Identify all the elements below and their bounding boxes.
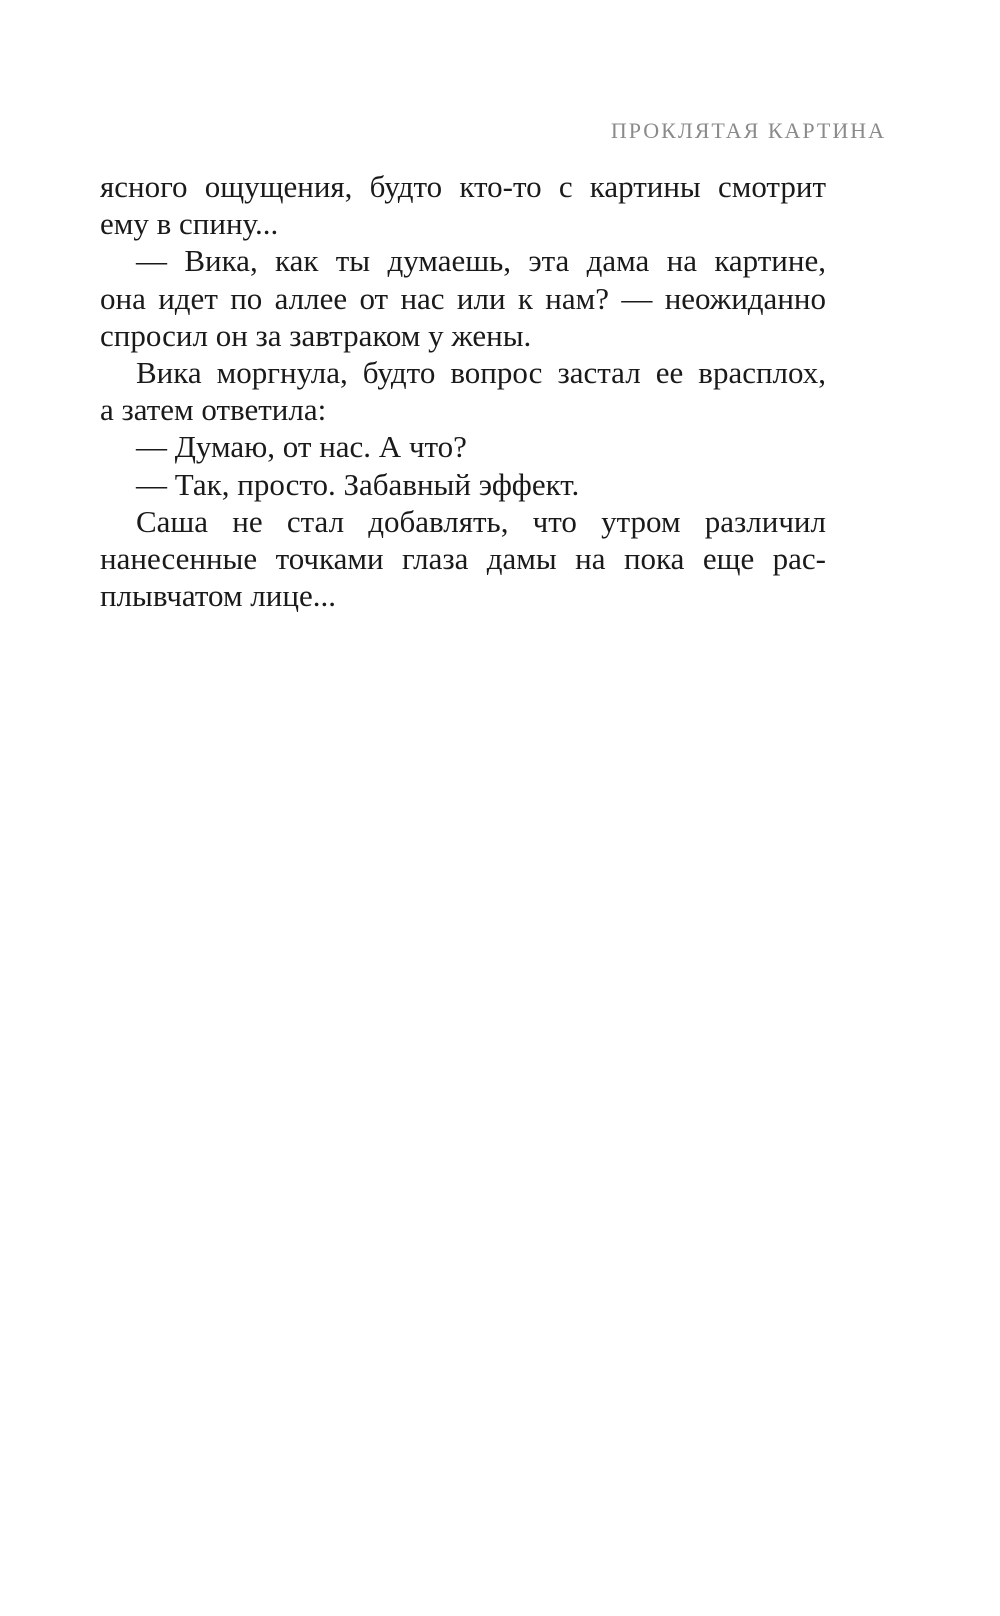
text-line: Саша не стал добавлять, что утром различил bbox=[136, 503, 826, 539]
text-line: а затем ответила: bbox=[100, 392, 327, 428]
text-line: ясного ощущения, будто кто-то с картины смотрит bbox=[100, 169, 826, 204]
text-line: плывчатом лице... bbox=[100, 578, 336, 614]
text-line: — Вика, как ты думаешь, эта дама на картине, bbox=[136, 243, 826, 279]
text-line: нанесенные точками глаза дамы на пока еще рас- bbox=[100, 540, 826, 576]
text-line: ему в спину... bbox=[100, 206, 279, 242]
body-text bbox=[100, 168, 826, 614]
text-line: она идет по аллее от нас или к нам? — неожиданно bbox=[100, 280, 826, 316]
text-line: — Так, просто. Забавный эффект. bbox=[136, 466, 580, 502]
text-line: Вика моргнула, будто вопрос застал ее врасплох, bbox=[136, 354, 826, 390]
running-head: ПРОКЛЯТАЯ КАРТИНА bbox=[610, 118, 886, 143]
text-line: спросил он за завтраком у жены. bbox=[100, 317, 532, 353]
text-line: — Думаю, от нас. А что? bbox=[136, 429, 467, 465]
